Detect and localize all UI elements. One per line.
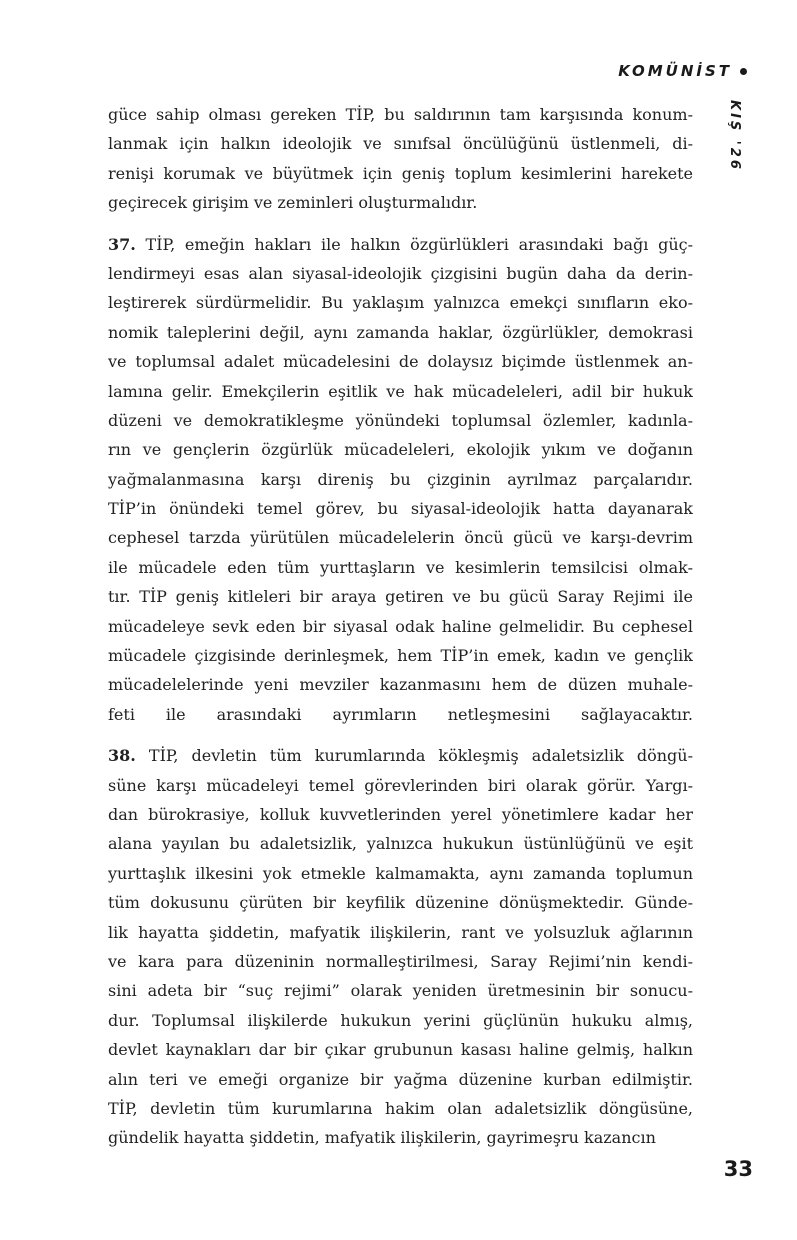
text-line	[108, 741, 693, 770]
paragraph-number: 37.	[108, 234, 136, 254]
line-text: yurttaşlık ilkesini yok etmekle kalmamakta, aynı zamanda toplumun	[108, 863, 693, 883]
line-text: ile mücadele eden tüm yurttaşların ve kesimlerin temsilcisi olmak-	[108, 557, 693, 577]
line-text: lanmak için halkın ideolojik ve sınıfsal öncülüğünü üstlenmeli, di-	[108, 134, 693, 154]
text-line	[108, 918, 693, 947]
text-line	[108, 259, 693, 288]
paragraph-number: 38.	[108, 746, 136, 766]
text-line	[108, 641, 693, 670]
text-line	[108, 100, 693, 129]
line-text: gündelik hayatta şiddetin, mafyatik ilişkilerin, gayrimeşru kazancın	[108, 1128, 656, 1148]
text-line	[108, 377, 693, 406]
running-header	[618, 62, 747, 80]
line-text: lamına gelir. Emekçilerin eşitlik ve hak mücadeleleri, adil bir hukuk	[108, 381, 693, 401]
line-text: cephesel tarzda yürütülen mücadelelerin öncü gücü ve karşı-devrim	[108, 528, 693, 548]
text-line	[108, 612, 693, 641]
line-text: devlet kaynakları dar bir çıkar grubunun kasası haline gelmiş, halkın	[108, 1040, 693, 1060]
line-text: düzeni ve demokratikleşme yönündeki toplumsal özlemler, kadınla-	[108, 410, 693, 430]
text-line	[108, 1065, 693, 1094]
line-text: mücadelelerinde yeni mevziler kazanmasını hem de düzen muhale-	[108, 675, 693, 695]
line-text: dur. Toplumsal ilişkilerde hukukun yerini güçlünün hukuku almış,	[108, 1010, 693, 1030]
text-line	[108, 947, 693, 976]
text-line	[108, 159, 693, 188]
line-text: lik hayatta şiddetin, mafyatik ilişkilerin, rant ve yolsuzluk ağlarının	[108, 922, 693, 942]
text-line	[108, 700, 693, 729]
text-line	[108, 230, 693, 259]
line-text: geçirecek girişim ve zeminleri oluşturmalıdır.	[108, 193, 478, 213]
line-text: süne karşı mücadeleyi temel görevlerinden biri olarak görür. Yargı-	[108, 775, 693, 795]
text-line	[108, 465, 693, 494]
text-line	[108, 800, 693, 829]
paragraph	[108, 100, 693, 218]
line-text: ve toplumsal adalet mücadelesini de dolaysız biçimde üstlenmek an-	[108, 352, 693, 372]
line-text: ve kara para düzeninin normalleştirilmesi, Saray Rejimi’nin kendi-	[108, 951, 693, 971]
line-text: TİP, emeğin hakları ile halkın özgürlükleri arasındaki bağı güç-	[145, 234, 693, 254]
line-text: nomik taleplerini değil, aynı zamanda haklar, özgürlükler, demokrasi	[108, 322, 693, 342]
text-line	[108, 888, 693, 917]
text-line	[108, 670, 693, 699]
line-text: dan bürokrasiye, kolluk kuvvetlerinden yerel yönetimlere kadar her	[108, 804, 693, 824]
text-line	[108, 1035, 693, 1064]
text-line	[108, 435, 693, 464]
text-line	[108, 523, 693, 552]
text-line	[108, 553, 693, 582]
magazine-title: KOMÜNİST	[618, 62, 732, 80]
line-text: TİP’in önündeki temel görev, bu siyasal-ideolojik hatta dayanarak	[108, 499, 693, 519]
text-line	[108, 318, 693, 347]
bullet-dot-icon	[740, 68, 747, 75]
text-line	[108, 859, 693, 888]
text-line	[108, 347, 693, 376]
line-text: alana yayılan bu adaletsizlik, yalnızca hukukun üstünlüğünü ve eşit	[108, 834, 693, 854]
line-text: yağmalanmasına karşı direniş bu çizginin ayrılmaz parçalarıdır.	[108, 469, 693, 489]
text-line	[108, 288, 693, 317]
paragraph	[108, 230, 693, 730]
line-text: feti ile arasındaki ayrımların netleşmesini sağlayacaktır.	[108, 704, 693, 724]
text-line	[108, 771, 693, 800]
text-line	[108, 494, 693, 523]
text-line	[108, 1006, 693, 1035]
line-text: mücadele çizgisinde derinleşmek, hem TİP’in emek, kadın ve gençlik	[108, 646, 693, 666]
page-number: 33	[723, 1157, 753, 1181]
text-line	[108, 976, 693, 1005]
text-line	[108, 582, 693, 611]
line-text: TİP, devletin tüm kurumlarına hakim olan adaletsizlik döngüsüne,	[108, 1098, 693, 1118]
issue-label: KIŞ '26	[727, 100, 742, 172]
text-line	[108, 1123, 693, 1152]
line-text: mücadeleye sevk eden bir siyasal odak haline gelmelidir. Bu cephesel	[108, 616, 693, 636]
text-line	[108, 829, 693, 858]
text-line	[108, 406, 693, 435]
line-text: tır. TİP geniş kitleleri bir araya getiren ve bu gücü Saray Rejimi ile	[108, 587, 693, 607]
line-text: güce sahip olması gereken TİP, bu saldırının tam karşısında konum-	[108, 105, 693, 124]
line-text: sini adeta bir “suç rejimi” olarak yeniden üretmesinin bir sonucu-	[108, 981, 693, 1001]
line-text: tüm dokusunu çürüten bir keyfilik düzenine dönüşmektedir. Günde-	[108, 893, 693, 913]
line-text: lendirmeyi esas alan siyasal-ideolojik çizgisini bugün daha da derin-	[108, 263, 693, 283]
line-text: rın ve gençlerin özgürlük mücadeleleri, ekolojik yıkım ve doğanın	[108, 440, 693, 460]
line-text: renişi korumak ve büyütmek için geniş toplum kesimlerini harekete	[108, 163, 693, 183]
paragraph	[108, 741, 693, 1152]
text-line	[108, 129, 693, 158]
text-line	[108, 188, 693, 217]
body-text	[108, 100, 693, 1153]
text-line	[108, 1094, 693, 1123]
line-text: TİP, devletin tüm kurumlarında kökleşmiş adaletsizlik döngü-	[148, 746, 693, 766]
line-text: alın teri ve emeği organize bir yağma düzenine kurban edilmiştir.	[108, 1069, 693, 1089]
line-text: leştirerek sürdürmelidir. Bu yaklaşım yalnızca emekçi sınıfların eko-	[108, 293, 693, 313]
